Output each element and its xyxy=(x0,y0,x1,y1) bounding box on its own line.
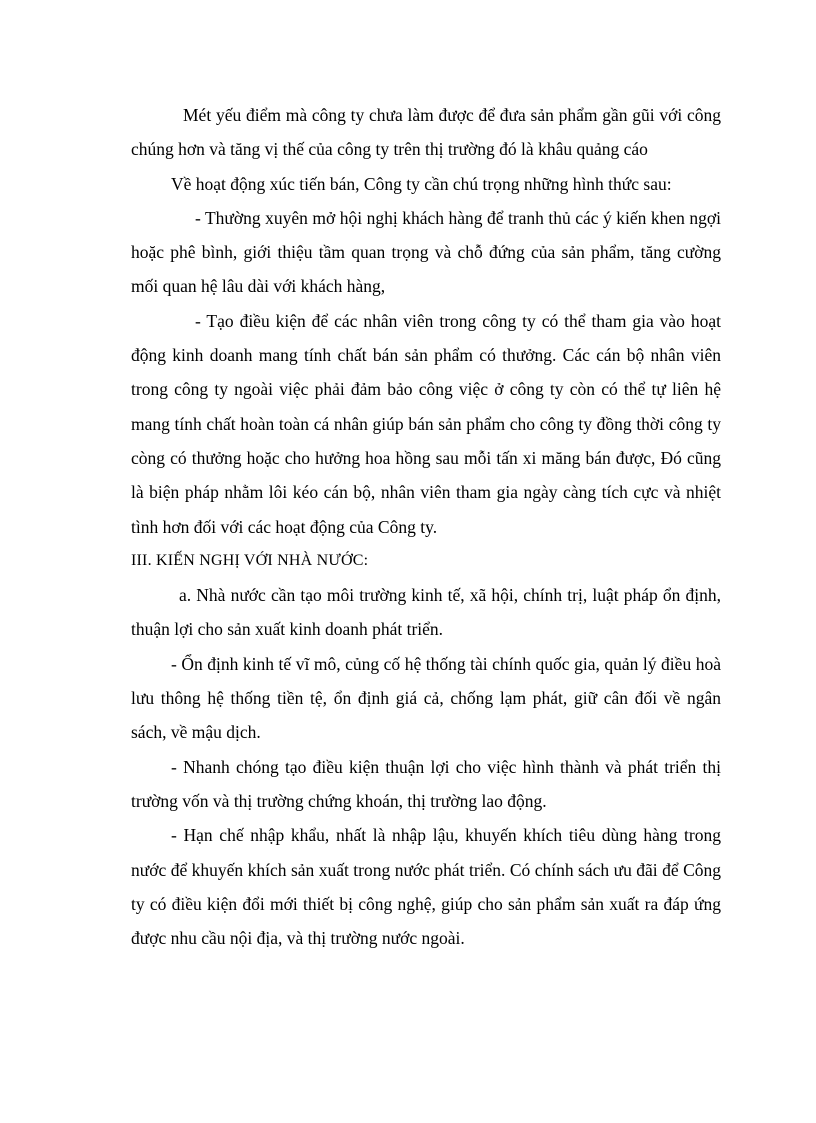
paragraph-customer-conference: - Thường xuyên mở hội nghị khách hàng để tranh thủ các ý kiến khen ngợi hoặc phê bình, giới thiệu tầm quan trọng và chỗ đứng của sản phẩm, tăng cường mối quan hệ lâu dài với khách hàng, xyxy=(131,207,721,297)
document-page xyxy=(131,98,721,955)
paragraph-macro-stability: - Ổn định kinh tế vĩ mô, củng cố hệ thống tài chính quốc gia, quản lý điều hoà lưu thông hệ thống tiền tệ, ổn định giá cả, chống lạm phát, giữ cân đối về ngân sách, về mậu dịch. xyxy=(131,653,721,743)
paragraph-import-restriction: - Hạn chế nhập khẩu, nhất là nhập lậu, khuyến khích tiêu dùng hàng trong nước để khuyến khích sản xuất trong nước phát triển. Có chính sách ưu đãi để Công ty có điều kiện đổi mới thiết bị công nghệ, giúp cho sản phẩm sản xuất ra đáp ứng được nhu cầu nội địa, và thị trường nước ngoài. xyxy=(131,825,721,949)
paragraph-capital-markets: - Nhanh chóng tạo điều kiện thuận lợi cho việc hình thành và phát triển thị trường vốn và thị trường chứng khoán, thị trường lao động. xyxy=(131,756,721,811)
paragraph-employee-sales-incentive: - Tạo điều kiện để các nhân viên trong công ty có thể tham gia vào hoạt động kinh doanh mang tính chất bán sản phẩm có thưởng. Các cán bộ nhân viên trong công ty ngoài việc phải đảm bảo công việc ở công ty còn có thể tự liên hệ mang tính chất hoàn toàn cá nhân giúp bán sản phẩm cho công ty đồng thời công ty còng có thưởng hoặc cho hưởng hoa hồng sau mỗi tấn xi măng bán được, Đó cũng là biện pháp nhằm lôi kéo cán bộ, nhân viên tham gia ngày càng tích cực và nhiệt tình hơn đối với các hoạt động của Công ty. xyxy=(131,310,721,537)
paragraph-weakness-advertising: Mét yếu điểm mà công ty chưa làm được để đưa sản phẩm gần gũi với công chúng hơn và tăng vị thế của công ty trên thị trường đó là khâu quảng cáo xyxy=(131,105,721,160)
paragraph-sales-promotion-intro: Về hoạt động xúc tiến bán, Công ty cần chú trọng những hình thức sau: xyxy=(171,173,672,194)
section-heading-recommendations-state: III. KIẾN NGHỊ VỚI NHÀ NƯỚC: xyxy=(131,551,369,569)
paragraph-state-environment: a. Nhà nước cần tạo môi trường kinh tế, xã hội, chính trị, luật pháp ổn định, thuận lợi cho sản xuất kinh doanh phát triển. xyxy=(131,585,721,640)
